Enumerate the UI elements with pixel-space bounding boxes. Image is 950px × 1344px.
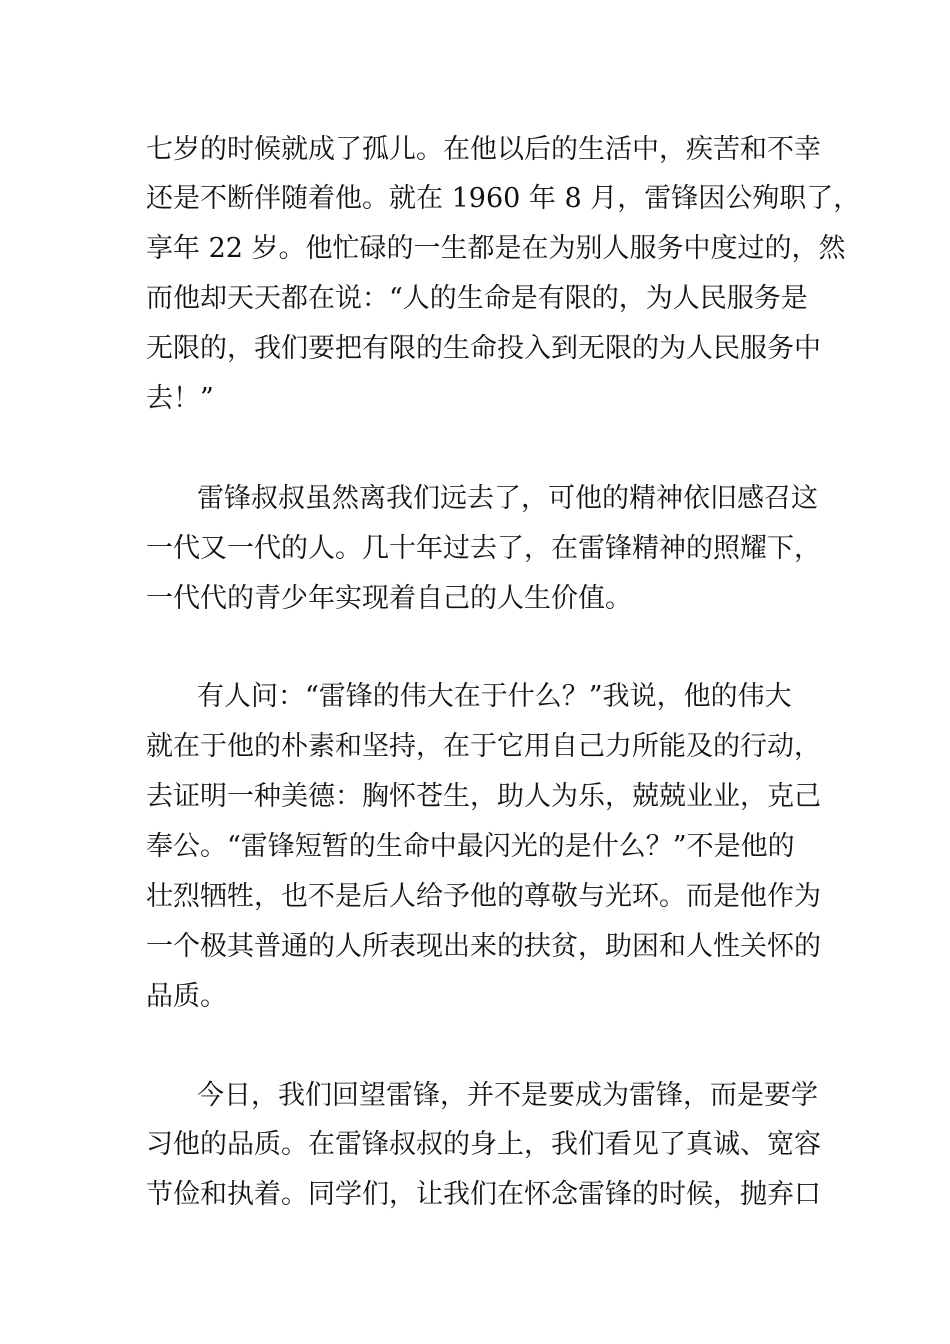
text-line: 一代又一代的人。几十年过去了，在雷锋精神的照耀下， — [146, 533, 821, 564]
text-line: 今日，我们回望雷锋，并不是要成为雷锋，而是要学 — [197, 1080, 818, 1111]
text-line: 一个极其普通的人所表现出来的扶贫，助困和人性关怀的 — [146, 931, 821, 962]
text-line: 七岁的时候就成了孤儿。在他以后的生活中，疾苦和不幸 — [146, 134, 821, 165]
text-line: 奉公。“雷锋短暂的生命中最闪光的是什么？”不是他的 — [146, 831, 795, 862]
text-line: 还是不断伴随着他。就在 1960 年 8 月，雷锋因公殉职了， — [146, 183, 861, 214]
text-line: 去！” — [146, 383, 214, 414]
text-line: 一代代的青少年实现着自己的人生价值。 — [146, 583, 632, 614]
text-line: 节俭和执着。同学们，让我们在怀念雷锋的时候，抛弃口 — [146, 1179, 821, 1210]
text-line: 而他却天天都在说：“人的生命是有限的，为人民服务是 — [146, 283, 808, 314]
text-line: 品质。 — [146, 981, 227, 1012]
text-line: 雷锋叔叔虽然离我们远去了，可他的精神依旧感召这 — [197, 483, 818, 514]
text-line: 就在于他的朴素和坚持，在于它用自己力所能及的行动， — [146, 731, 821, 762]
text-line: 无限的，我们要把有限的生命投入到无限的为人民服务中 — [146, 333, 821, 364]
text-line: 享年 22 岁。他忙碌的一生都是在为别人服务中度过的，然 — [146, 233, 846, 264]
text-line: 壮烈牺牲，也不是后人给予他的尊敬与光环。而是他作为 — [146, 881, 821, 912]
text-line: 有人问：“雷锋的伟大在于什么？”我说，他的伟大 — [197, 681, 792, 712]
text-line: 去证明一种美德：胸怀苍生，助人为乐，兢兢业业，克己 — [146, 781, 821, 812]
text-line: 习他的品质。在雷锋叔叔的身上，我们看见了真诚、宽容 — [146, 1129, 821, 1160]
